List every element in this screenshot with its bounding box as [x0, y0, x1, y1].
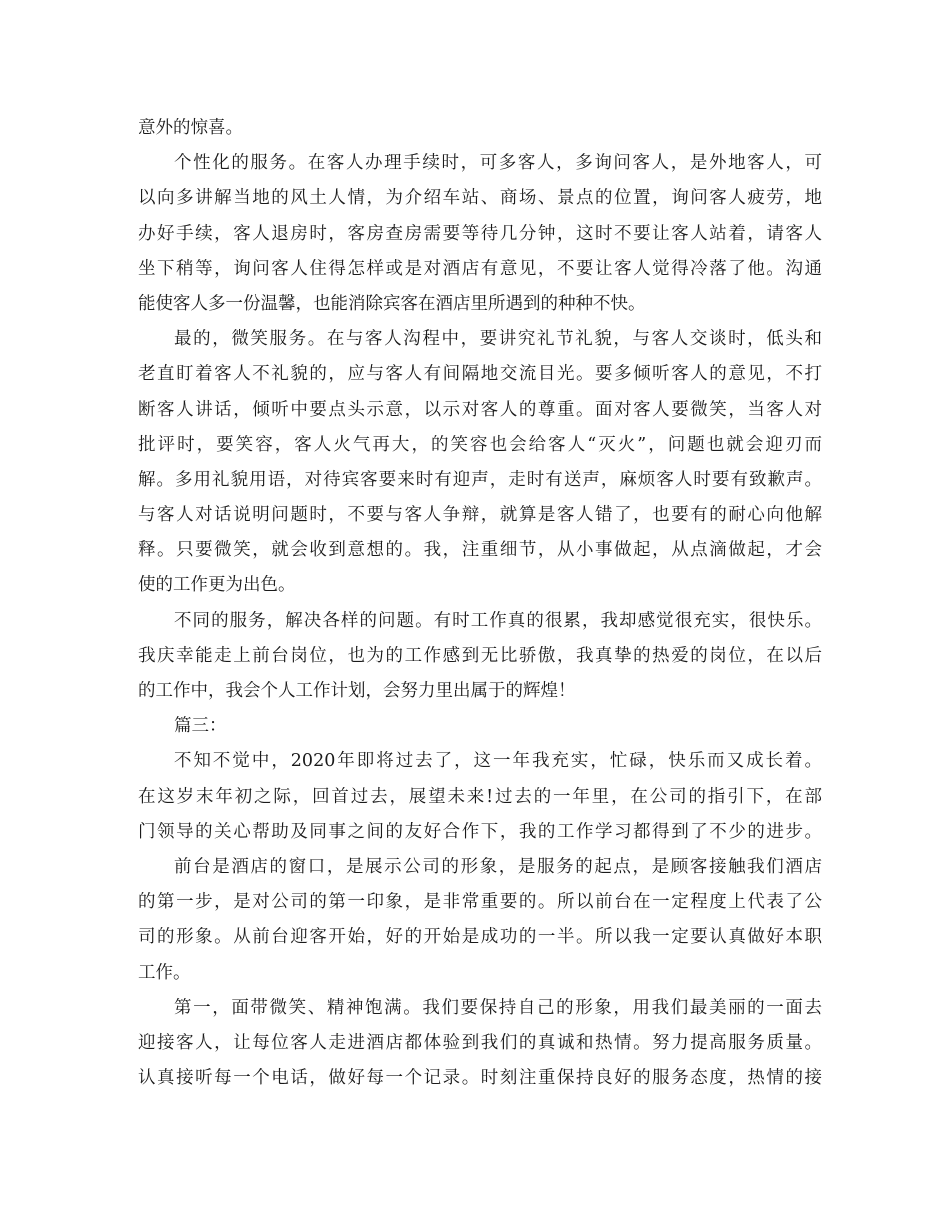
- text-line: 的第一步，是对公司的第一印象，是非常重要的。所以前台在一定程度上代表了公: [138, 892, 822, 913]
- text-line: 解。多用礼貌用语，对待宾客要来时有迎声，走时有送声，麻烦客人时要有致歉声。: [138, 469, 822, 490]
- text-line: 司的形象。从前台迎客开始，好的开始是成功的一半。所以我一定要认真做好本职: [138, 927, 822, 948]
- text-line: 意外的惊喜。: [138, 118, 243, 138]
- text-line: 我庆幸能走上前台岗位，也为的工作感到无比骄傲，我真挚的热爱的岗位，在以后: [138, 645, 822, 666]
- text-line: 老直盯着客人不礼貌的，应与客人有间隔地交流目光。要多倾听客人的意见，不打: [138, 364, 822, 385]
- text-line: 办好手续，客人退房时，客房查房需要等待几分钟，这时不要让客人站着，请客人: [138, 223, 822, 244]
- text-line: 不同的服务，解决各样的问题。有时工作真的很累，我却感觉很充实，很快乐。: [174, 610, 822, 631]
- text-line: 能使客人多一份温馨，也能消除宾客在酒店里所遇到的种种不快。: [138, 293, 646, 314]
- text-line: 认真接听每一个电话，做好每一个记录。时刻注重保持良好的服务态度，热情的接: [138, 1068, 822, 1089]
- text-line: 前台是酒店的窗口，是展示公司的形象，是服务的起点，是顾客接触我们酒店: [174, 856, 822, 877]
- text-line: 与客人对话说明问题时，不要与客人争辩，就算是客人错了，也要有的耐心向他解: [138, 505, 822, 526]
- document-body: [138, 111, 822, 1096]
- text-line: 篇三：: [174, 716, 227, 737]
- text-line: 批评时，要笑容，客人火气再大，的笑容也会给客人“灭火”，问题也就会迎刃而: [138, 434, 822, 455]
- text-line: 不知不觉中，2020年即将过去了，这一年我充实，忙碌，快乐而又成长着。: [174, 751, 822, 772]
- text-line: 的工作中，我会个人工作计划，会努力里出属于的辉煌！: [138, 681, 576, 701]
- text-line: 释。只要微笑，就会收到意想的。我，注重细节，从小事做起，从点滴做起，才会: [138, 540, 822, 561]
- text-line: 个性化的服务。在客人办理手续时，可多客人，多询问客人，是外地客人，可: [174, 153, 822, 174]
- text-line: 第一，面带微笑、精神饱满。我们要保持自己的形象，用我们最美丽的一面去: [174, 997, 822, 1018]
- text-line: 坐下稍等，询问客人住得怎样或是对酒店有意见，不要让客人觉得冷落了他。沟通: [138, 258, 822, 279]
- text-line: 工作。: [138, 962, 191, 983]
- text-line: 断客人讲话，倾听中要点头示意，以示对客人的尊重。面对客人要微笑，当客人对: [138, 399, 822, 420]
- text-line: 门领导的关心帮助及同事之间的友好合作下，我的工作学习都得到了不少的进步。: [138, 821, 822, 842]
- text-line: 使的工作更为出色。: [138, 575, 296, 596]
- text-line: 最的，微笑服务。在与客人沟程中，要讲究礼节礼貌，与客人交谈时，低头和: [174, 329, 822, 350]
- text-line: 以向多讲解当地的风土人情，为介绍车站、商场、景点的位置，询问客人疲劳，地: [138, 188, 822, 209]
- text-line: 在这岁末年初之际，回首过去，展望未来!过去的一年里，在公司的指引下，在部: [138, 786, 822, 807]
- text-line: 迎接客人，让每位客人走进酒店都体验到我们的真诚和热情。努力提高服务质量。: [138, 1032, 822, 1053]
